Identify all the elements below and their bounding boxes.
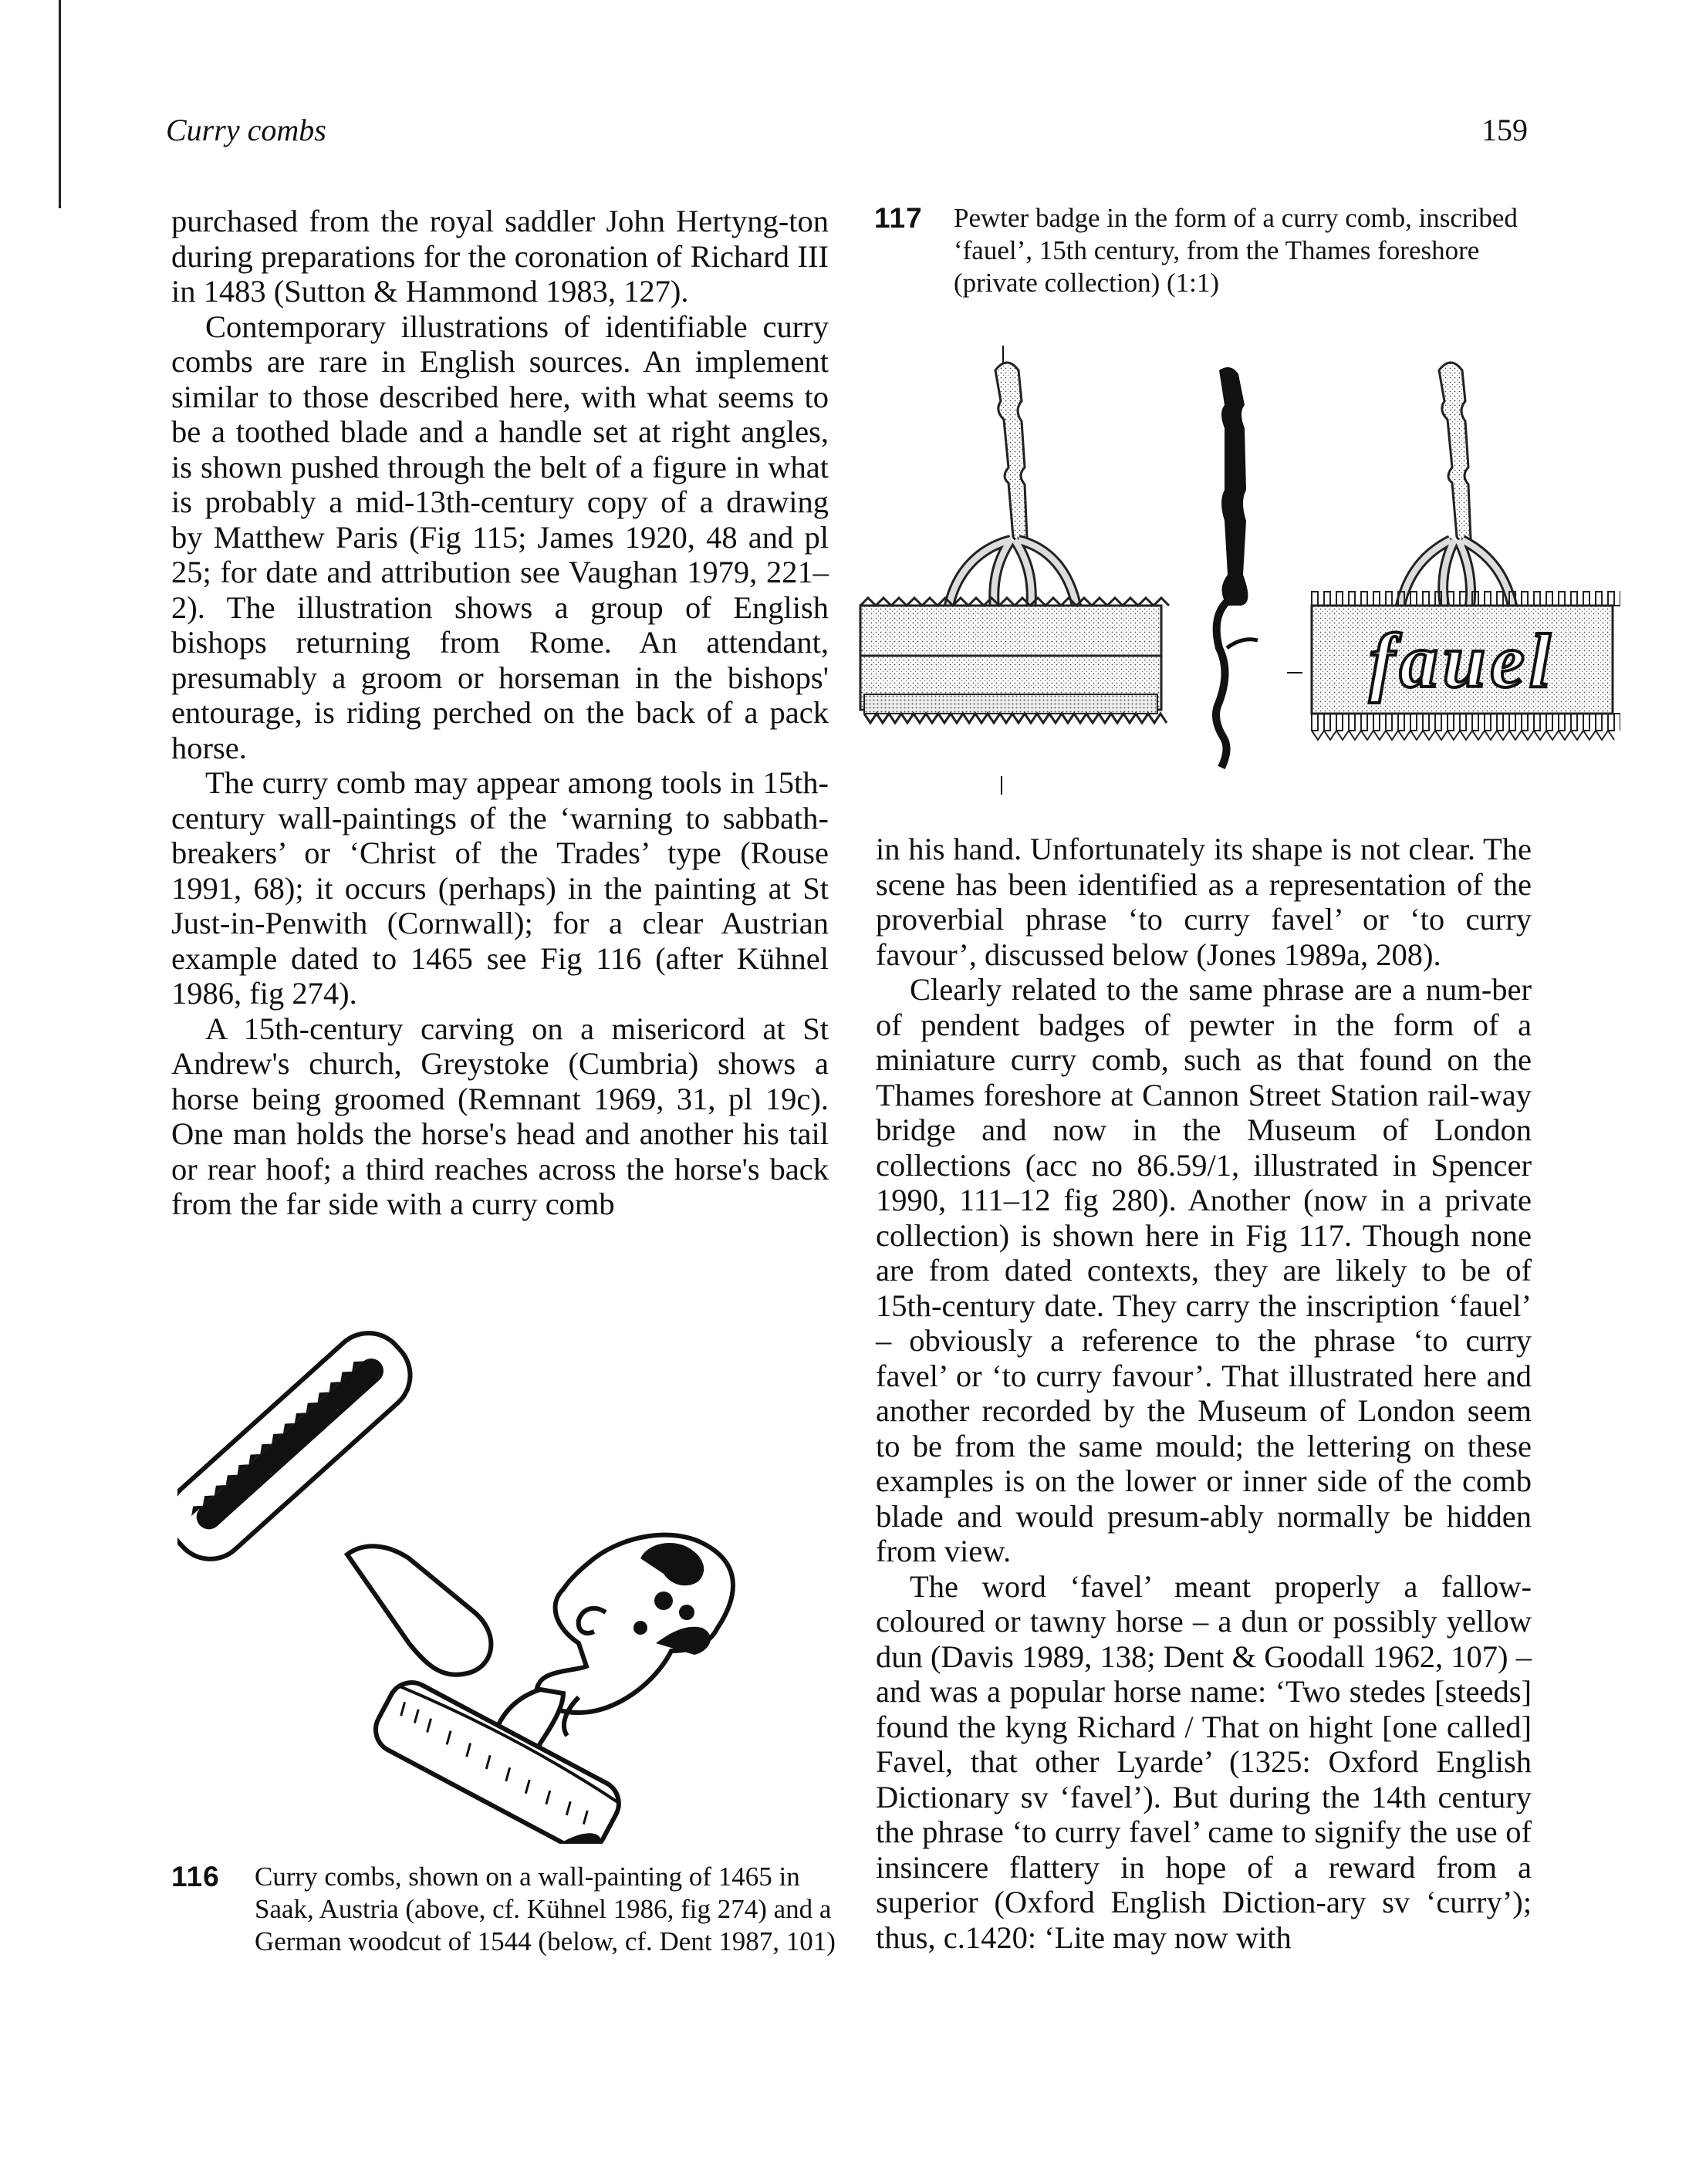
inscription-fauel: fauel xyxy=(1369,618,1556,704)
scan-margin-line xyxy=(59,0,61,208)
badge-front-view xyxy=(860,363,1169,723)
paragraph: A 15th-century carving on a misericord at St Andrew's church, Greystoke (Cumbria) shows a horse being groomed (Remnant 1969, 31, pl 19c). One man holds the horse's head and another his tail or rear hoof; a third reaches across the horse's back from the far side with a curry comb xyxy=(171,1011,829,1221)
figure-116-curry-comb-illustration xyxy=(177,1281,833,1844)
figure-117-badge-illustration xyxy=(856,339,1620,802)
figure-117-caption xyxy=(874,202,1530,310)
woodcut-hand xyxy=(537,1535,733,1736)
running-head: Curry combs xyxy=(166,113,326,147)
paragraph: in his hand. Unfortunately its shape is not clear. The scene has been identified as a representation of the proverbial phrase ‘to curry favel’ or ‘to curry favour’, discussed below (Jones 1989a, 208). xyxy=(876,832,1532,972)
left-column xyxy=(171,204,829,1222)
figure-number: 116 xyxy=(171,1861,220,1892)
badge-side-profile xyxy=(1216,367,1258,768)
caption-text: Curry combs, shown on a wall-painting of 1465 in Saak, Austria (above, cf. Kühnel 1986, fig 274) and a German woodcut of 1544 (below, cf. Dent 1987, 101) xyxy=(255,1862,836,1956)
paragraph: Contemporary illustrations of identifiable curry combs are rare in English sources. An implement similar to those described here, with what seems to be a toothed blade and a handle set at right angles, is shown pushed through the belt of a figure in what is probably a mid-13th-century copy of a drawing by Matthew Paris (Fig 115; James 1920, 48 and pl 25; for date and attribution see Vaughan 1979, 221–2). The illustration shows a group of English bishops returning from Rome. An attendant, presumably a groom or horseman in the bishops' entourage, is riding perched on the back of a pack horse. xyxy=(171,309,829,765)
paragraph: The curry comb may appear among tools in 15th-century wall-paintings of the ‘warning to sabbath-breakers’ or ‘Christ of the Trades’ type (Rouse 1991, 68); it occurs (perhaps) in the painting at St Just-in-Penwith (Cornwall); for a clear Austrian example dated to 1465 see Fig 116 (after Kühnel 1986, fig 274). xyxy=(171,765,829,1011)
paragraph: The word ‘favel’ meant properly a fallow-coloured or tawny horse – a dun or possibly yellow dun (Davis 1989, 138; Dent & Goodall 1962, 107) – and was a popular horse name: ‘Two stedes [steeds] found the kyng Richard / That on hight [one called] Favel, that other Lyarde’ (1325: Oxford English Dictionary sv ‘favel’). But during the 14th century the phrase ‘to curry favel’ came to signify the use of insincere flattery in hope of a reward from a superior (Oxford English Diction-ary sv ‘curry’); thus, c.1420: ‘Lite may now with xyxy=(876,1568,1532,1955)
caption-text: Pewter badge in the form of a curry comb, inscribed ‘fauel’, 15th century, from the Thames foreshore (private collection) (1:1) xyxy=(954,203,1518,298)
figure-116-caption xyxy=(171,1861,836,2007)
right-column xyxy=(876,832,1532,1955)
page-number: 159 xyxy=(1481,113,1528,147)
paragraph: purchased from the royal saddler John Hertyng-ton during preparations for the coronation of Richard III in 1483 (Sutton & Hammond 1983, 127). xyxy=(171,204,829,309)
badge-back-view xyxy=(1312,363,1620,740)
wall-painting-comb-handle xyxy=(347,1546,491,1674)
wall-painting-comb xyxy=(177,1318,425,1574)
paragraph: Clearly related to the same phrase are a num-ber of pendent badges of pewter in the form of a miniature curry comb, such as that found on the Thames foreshore at Cannon Street Station rail-way bridge and now in the Museum of London collections (acc no 86.59/1, illustrated in Spencer 1990, 111–12 fig 280). Another (now in a private collection) is shown here in Fig 117. Though none are from dated contexts, they are likely to be of 15th-century date. They carry the inscription ‘fauel’ – obviously a reference to the phrase ‘to curry favel’ or ‘to curry favour’. That illustrated here and another recorded by the Museum of London seem to be from the same mould; the lettering on these examples is on the lower or inner side of the comb blade and would presum-ably normally be hidden from view. xyxy=(876,972,1532,1568)
figure-number: 117 xyxy=(874,202,923,234)
